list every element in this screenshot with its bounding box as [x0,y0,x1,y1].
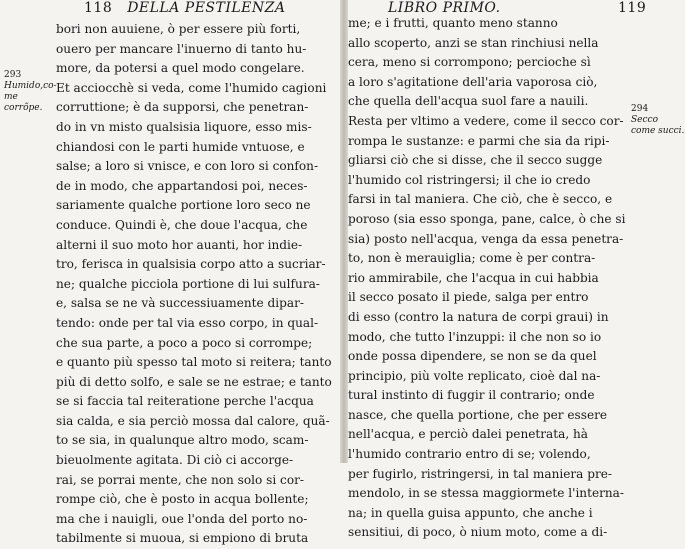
text-line: more, da potersi a quel modo congelare. [56,61,305,76]
text-line: più di detto solfo, e sale se ne estrae; e tanto [56,374,332,389]
text-line: tro, ferisca in qualsisia corpo atto a sucriar- [56,257,326,272]
body-text-left [56,20,338,549]
text-line: conduce. Quindi è, che doue l'acqua, che [56,217,308,232]
text-line: l'humido contrario entro di se; volendo, [348,447,591,462]
text-line: il secco posato il piede, salga per entro [348,290,589,305]
text-line: Resta per vltimo a vedere, come il secco cor- [348,113,624,128]
text-line: na; in quella guisa appunto, che anche i [348,505,593,520]
right-page [348,0,685,540]
text-line: salse; a loro si vnisce, e con loro si confon- [56,159,319,174]
text-line: farsi in tal maniera. Che ciò, che è secco, e [348,192,613,207]
text-line: principio, più volte replicato, cioè dal na- [348,368,601,383]
text-line: cera, meno si corrompono; percioche sì [348,55,591,70]
marginal-note-left [4,70,57,114]
text-line: mendolo, in se stessa maggiormete l'interna- [348,486,624,501]
text-line: to se sia, in qualunque altro modo, scam- [56,433,309,448]
text-line: tabilmente si muoua, si empiono di bruta [56,531,309,546]
text-line: ne; qualche picciola portione di lui sulfura- [56,276,320,291]
body-text-right [348,14,630,543]
text-line: do in vn misto qualsisia liquore, esso mis- [56,119,312,134]
page-number-right: 119 [618,0,647,16]
text-line: a loro s'agitatione dell'aria vaporosa ciò, [348,74,598,89]
marginal-note-right [631,104,685,137]
text-line: ouero per mancare l'inuerno di tanto hu- [56,41,307,56]
text-line: nasce, che quella portione, che per essere [348,407,608,422]
text-line: allo scoperto, anzi se stan rinchiusi nella [348,35,599,50]
text-line: modo, che tutto l'inzuppi: il che non so io [348,329,602,344]
text-line: tendo: onde per tal via esso corpo, in qual- [56,315,319,330]
text-line: sariamente qualche portione loro seco ne [56,198,311,213]
text-line: alterni il suo moto hor auanti, hor indie- [56,237,303,252]
text-line: sia calda, e sia perciò mossa dal calore, quã- [56,413,330,428]
text-line: l'humido col ristringersi; il che io credo [348,172,591,187]
text-line: sia) posto nell'acqua, venga da essa penetra- [348,231,624,246]
page-number-left: 118 [84,0,113,16]
marginal-note-number-right: 294 [631,104,649,114]
text-line: ma che i nauigli, oue l'onda del porto no- [56,511,308,526]
text-line: de in modo, che appartandosi poi, neces- [56,178,308,193]
text-line: che quella dell'acqua suol fare a nauili. [348,94,589,109]
marginal-note-text-left: Humido,co-me corrõpe. [4,81,57,113]
running-title-right: LIBRO PRIMO. [388,0,501,16]
text-line: Et acciocchè si veda, come l'humido cagioni [56,80,327,95]
text-line: sensitiui, di poco, ò nium moto, come a di- [348,525,608,540]
text-line: di esso (contro la natura de corpi graui) in [348,309,609,324]
text-line: rai, se porrai mente, che non solo si cor- [56,472,304,487]
text-line: rio ammirabile, che l'acqua in cui habbia [348,270,599,285]
left-page [0,0,340,546]
text-line: rompa le sustanze: e parmi che sia da ripi- [348,133,610,148]
text-line: bori non auuiene, ò per essere più forti, [56,22,301,36]
text-line: per fugirlo, ristringersi, in tal maniera pre- [348,466,612,481]
text-line: chiandosi con le parti humide vntuose, e [56,139,305,154]
book-gutter [340,0,348,463]
text-line: tural instinto di fuggir il contrario; onde [348,388,595,403]
text-line: rompe ciò, che è posto in acqua bollente; [56,492,309,507]
text-line: e quanto più spesso tal moto si reitera; tanto [56,355,332,370]
text-line: che sua parte, a poco a poco si corrompe; [56,335,313,350]
text-line: me; e i frutti, quanto meno stanno [348,16,558,30]
text-line: to, non è merauiglia; come è per contra- [348,251,596,266]
text-line: poroso (sia esso sponga, pane, calce, ò che si [348,211,626,226]
running-title-left: DELLA PESTILENZA [127,0,286,16]
text-line: e, salsa se ne và successiuamente dipar- [56,296,304,311]
text-line: onde possa dipendere, se non se da quel [348,349,597,364]
text-line: nell'acqua, e perciò dalei penetrata, hà [348,427,589,442]
running-head-left [84,0,286,20]
marginal-note-text-right: Secco come succi. [631,115,685,136]
text-line: corruttione; è da supporsi, che penetran- [56,100,309,115]
text-line: se si faccia tal reiteratione perche l'acqua [56,394,314,409]
text-line: bieuolmente agitata. Di ciò ci accorge- [56,453,294,468]
text-line: gliarsi ciò che si disse, che il secco sugge [348,153,603,168]
marginal-note-number-left: 293 [4,70,22,80]
